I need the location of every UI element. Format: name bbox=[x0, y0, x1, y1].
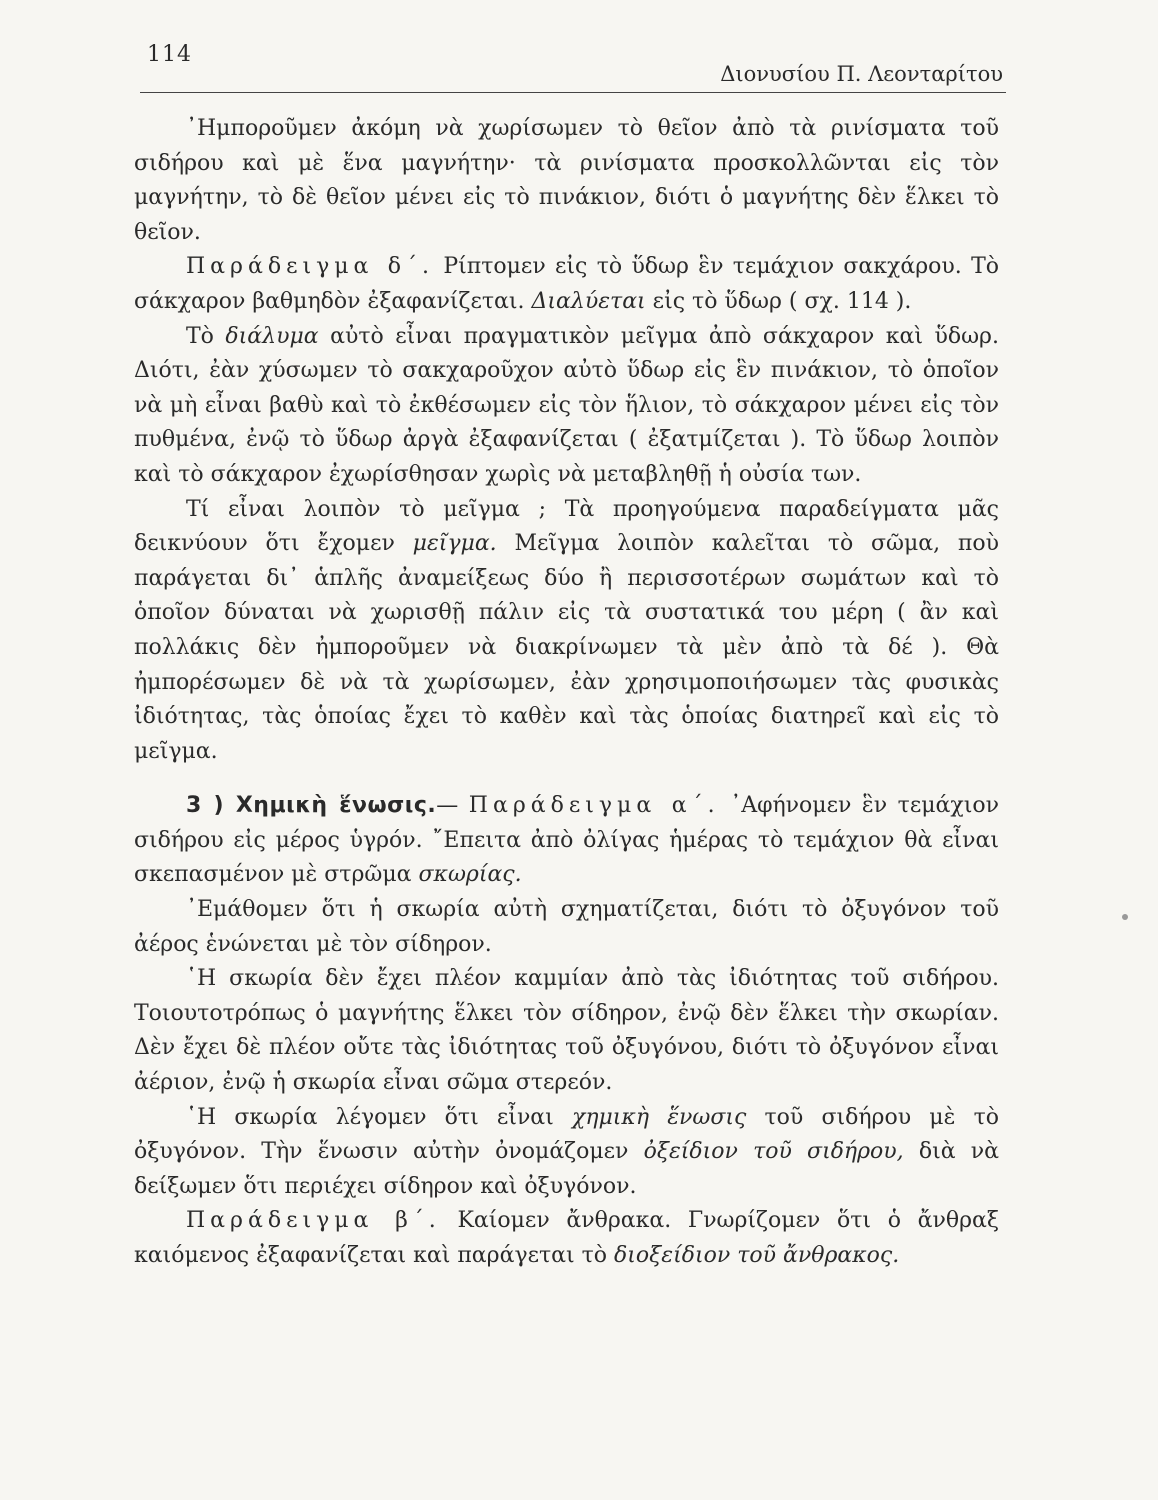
italic-term: χημικὴ ἕνωσις bbox=[571, 1104, 747, 1130]
paragraph-text: τοῦ σιδήρου μὲ τὸ ὀξυγόνον. Τὴν ἕνωσιν αὐτὴν ὀνομάζομεν bbox=[134, 1104, 1000, 1165]
italic-term: σκωρίας. bbox=[418, 862, 522, 888]
paragraph-example-beta bbox=[134, 1204, 999, 1273]
paragraph-text: Τὸ bbox=[186, 323, 226, 349]
paragraph-text: εἰς τὸ ὕδωρ ( σχ. 114 ). bbox=[645, 288, 912, 314]
paragraph-text: Ρίπτομεν εἰς τὸ ὕδωρ ἓν τεμάχιον σακχάρου. Τὸ σάκχαρον βαθμηδὸν ἐξαφανίζεται. bbox=[134, 254, 1000, 314]
example-label: Παράδειγμα β΄. bbox=[186, 1208, 441, 1234]
italic-term: μεῖγμα. bbox=[412, 531, 497, 557]
paragraph-text: Τί εἶναι λοιπὸν τὸ μεῖγμα ; Τὰ προηγούμενα παραδείγματα μᾶς δεικνύουν ὅτι ἔχομεν bbox=[134, 496, 999, 557]
paragraph-solution bbox=[134, 320, 999, 493]
italic-term: διοξείδιον τοῦ ἄνθρακος. bbox=[614, 1243, 900, 1268]
margin-speck bbox=[1122, 914, 1128, 920]
paragraph-rust-properties: ῾Η σκωρία δὲν ἔχει πλέον καμμίαν ἀπὸ τὰς ἰδιότητας τοῦ σιδήρου. Τοιουτοτρόπως ὁ μαγνήτης ἕλκει τὸν σίδηρον, ἐνῷ δὲν ἕλκει τὴν σκωρίαν. Δὲν ἔχει δὲ πλέον οὔτε τὰς ἰδιότητας τοῦ ὀξυγόνου, διότι τὸ ὀξυγόνον εἶναι ἀέριον, ἐνῷ ἡ σκωρία εἶναι σῶμα στερεόν. bbox=[134, 966, 999, 1096]
paragraph-text: αὐτὸ εἶναι πραγματικὸν μεῖγμα ἀπὸ σάκχαρον καὶ ὕδωρ. Διότι, ἐὰν χύσωμεν τὸ σακχαροῦχον αὐτὸ ὕδωρ εἰς ἓν πινάκιον, τὸ ὁποῖον νὰ μὴ εἶναι βαθὺ καὶ τὸ ἐκθέσωμεν εἰς τὸν ἥλιον, τὸ σάκχαρον μένει εἰς τὸν πυθμένα, ἐνῷ τὸ ὕδωρ ἀργὰ ἐξαφανίζεται ( ἐξατμίζεται ). Τὸ ὕδωρ λοιπὸν καὶ τὸ σάκχαρον ἐχωρίσθησαν χωρὶς νὰ μεταβληθῇ ἡ οὐσία των. bbox=[134, 323, 999, 487]
italic-term: ὀξείδιον τοῦ σιδήρου, bbox=[643, 1139, 904, 1165]
paragraph-text: Μεῖγμα λοιπὸν καλεῖται τὸ σῶμα, ποὺ παράγεται δι᾽ ἁπλῆς ἀναμείξεως δύο ἢ περισσοτέρων σωμάτων καὶ τὸ ὁποῖον δύναται νὰ χωρισθῇ πάλιν εἰς τὰ συστατικά του μέρη ( ἂν καὶ πολλάκις δὲν ἠμποροῦμεν νὰ διακρίνωμεν τὰ μὲν ἀπὸ τὰ δέ ). Θὰ ἠμπορέσωμεν δὲ νὰ τὰ χωρίσωμεν, ἐὰν χρησιμοποιήσωμεν τὰς φυσικὰς ἰδιότητας, τὰς ὁποίας ἔχει τὸ καθὲν καὶ τὰς ὁποίας διατηρεῖ καὶ εἰς τὸ μεῖγμα. bbox=[134, 531, 1000, 764]
paragraph-text: διὰ νὰ δείξωμεν ὅτι περιέχει σίδηρον καὶ ὀξυγόνον. bbox=[134, 1139, 999, 1199]
paragraph-iron-oxide bbox=[134, 1101, 999, 1205]
italic-term: διάλυμα bbox=[225, 323, 319, 349]
running-head: Διονυσίου Π. Λεονταρίτου bbox=[720, 62, 1003, 86]
paragraph-rust-formation: ᾽Εμάθομεν ὅτι ἡ σκωρία αὐτὴ σχηματίζεται, διότι τὸ ὀξυγόνον τοῦ ἀέρος ἑνώνεται μὲ τὸν σίδηρον. bbox=[134, 897, 999, 957]
paragraph-mixture-definition bbox=[134, 493, 999, 770]
example-label: Παράδειγμα δ΄. bbox=[186, 254, 434, 280]
dash: — bbox=[436, 793, 469, 819]
header-rule bbox=[140, 92, 1006, 93]
paragraph-magnet: ᾽Ημποροῦμεν ἀκόμη νὰ χωρίσωμεν τὸ θεῖον ἀπὸ τὰ ρινίσματα τοῦ σιδήρου καὶ μὲ ἕνα μαγνήτην· τὰ ρινίσματα προσκολλῶνται εἰς τὸν μαγνήτην, τὸ δὲ θεῖον μένει εἰς τὸ πινάκιον, διότι ὁ μαγνήτης δὲν ἕλκει τὸ θεῖον. bbox=[134, 116, 999, 245]
paragraph-text: ῾Η σκωρία λέγομεν ὅτι εἶναι bbox=[186, 1104, 572, 1130]
example-label: Παράδειγμα α΄. bbox=[468, 793, 720, 819]
page-number: 114 bbox=[147, 42, 192, 67]
italic-term: Διαλύεται bbox=[531, 288, 646, 314]
paragraph-chemical-compound bbox=[134, 789, 999, 893]
paragraph-text: Καίομεν ἄνθρακα. Γνωρίζομεν ὅτι ὁ ἄνθραξ καιόμενος ἐξαφανίζεται καὶ παράγεται τὸ bbox=[134, 1208, 999, 1268]
paragraph-example-delta bbox=[134, 250, 999, 319]
body-text bbox=[134, 112, 999, 1274]
section-title: 3 ) Χημικὴ ἕνωσις. bbox=[186, 793, 437, 819]
paragraph-text: ᾽Αφήνομεν ἓν τεμάχιον σιδήρου εἰς μέρος ὑγρόν. ῎Επειτα ἀπὸ ὀλίγας ἡμέρας τὸ τεμάχιον θὰ εἶναι σκεπασμένον μὲ στρῶμα bbox=[134, 793, 999, 888]
